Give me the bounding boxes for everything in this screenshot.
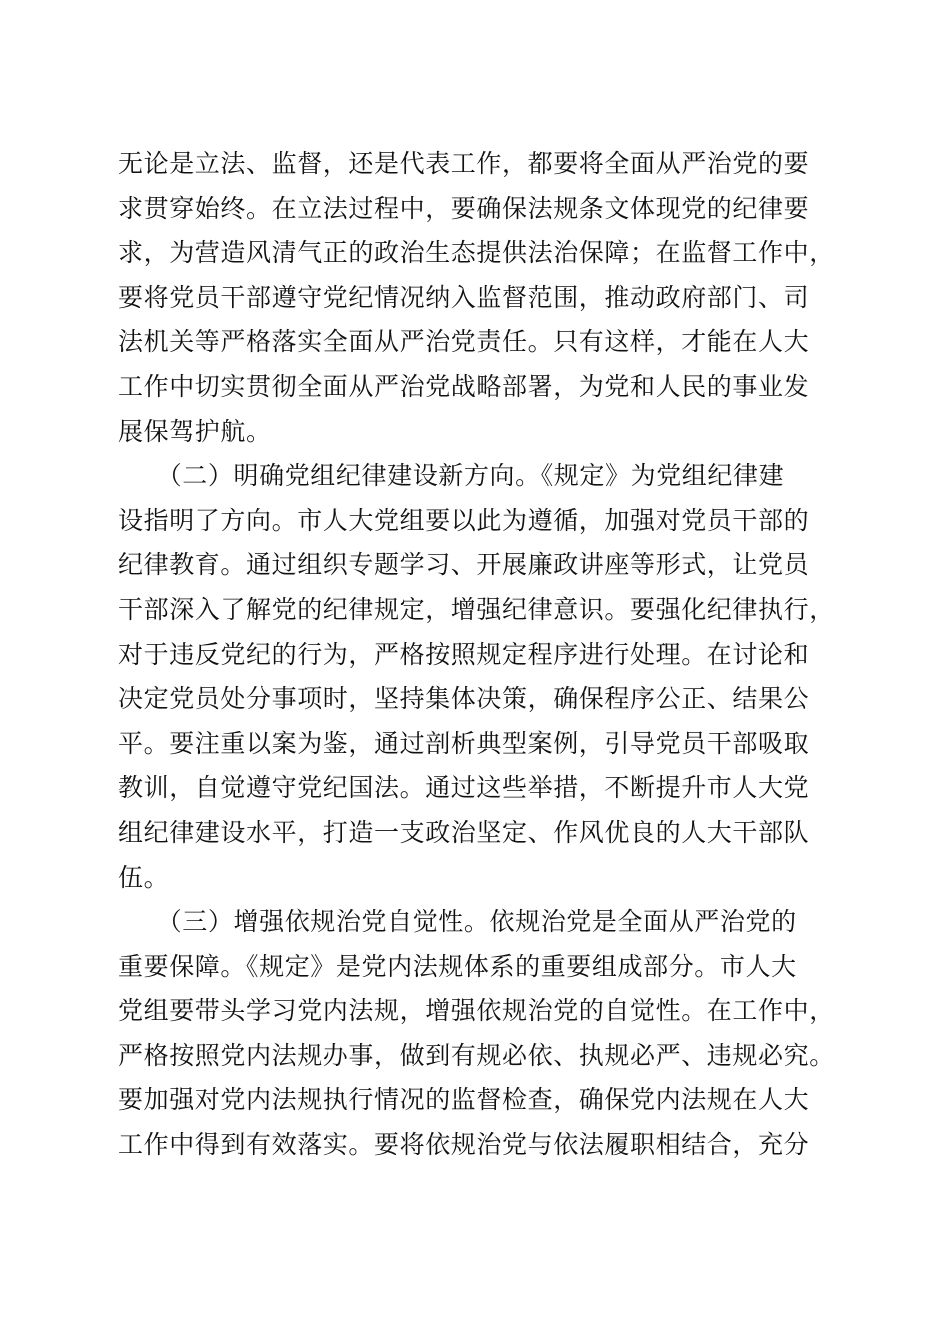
text-line: 严格按照党内法规办事，做到有规必依、执规必严、违规必究。 bbox=[118, 1040, 835, 1070]
text-line: 展保驾护航。 bbox=[118, 416, 272, 446]
text-line: 党组要带头学习党内法规，增强依规治党的自觉性。在工作中， bbox=[118, 996, 835, 1026]
document-body bbox=[118, 142, 835, 1168]
text-line: 伍。 bbox=[118, 862, 170, 892]
text-line: 重要保障。《规定》是党内法规体系的重要组成部分。市人大 bbox=[118, 951, 797, 981]
text-line: 法机关等严格落实全面从严治党责任。只有这样，才能在人大 bbox=[118, 327, 810, 357]
section-heading-line: （二）明确党组纪律建设新方向。《规定》为党组纪律建 bbox=[118, 461, 785, 491]
text-line: 平。要注重以案为鉴，通过剖析典型案例，引导党员干部吸取 bbox=[118, 728, 810, 758]
text-line: 纪律教育。通过组织专题学习、开展廉政讲座等形式，让党员 bbox=[118, 550, 810, 580]
text-line: 干部深入了解党的纪律规定，增强纪律意识。要强化纪律执行， bbox=[118, 594, 835, 624]
text-line: 要将党员干部遵守党纪情况纳入监督范围，推动政府部门、司 bbox=[118, 282, 810, 312]
section-heading-line: （三）增强依规治党自觉性。依规治党是全面从严治党的 bbox=[118, 907, 797, 937]
text-line: 教训，自觉遵守党纪国法。通过这些举措，不断提升市人大党 bbox=[118, 773, 810, 803]
text-line: 要加强对党内法规执行情况的监督检查，确保党内法规在人大 bbox=[118, 1085, 810, 1115]
text-line: 工作中切实贯彻全面从严治党战略部署，为党和人民的事业发 bbox=[118, 371, 810, 401]
text-line: 对于违反党纪的行为，严格按照规定程序进行处理。在讨论和 bbox=[118, 639, 810, 669]
text-line: 求贯穿始终。在立法过程中，要确保法规条文体现党的纪律要 bbox=[118, 193, 810, 223]
text-line: 设指明了方向。市人大党组要以此为遵循，加强对党员干部的 bbox=[118, 505, 810, 535]
text-line: 无论是立法、监督，还是代表工作，都要将全面从严治党的要 bbox=[118, 149, 810, 178]
text-line: 决定党员处分事项时，坚持集体决策，确保程序公正、结果公 bbox=[118, 684, 810, 714]
text-line: 组纪律建设水平，打造一支政治坚定、作风优良的人大干部队 bbox=[118, 817, 810, 847]
text-line: 工作中得到有效落实。要将依规治党与依法履职相结合，充分 bbox=[118, 1130, 810, 1160]
text-line: 求，为营造风清气正的政治生态提供法治保障；在监督工作中， bbox=[118, 238, 835, 268]
